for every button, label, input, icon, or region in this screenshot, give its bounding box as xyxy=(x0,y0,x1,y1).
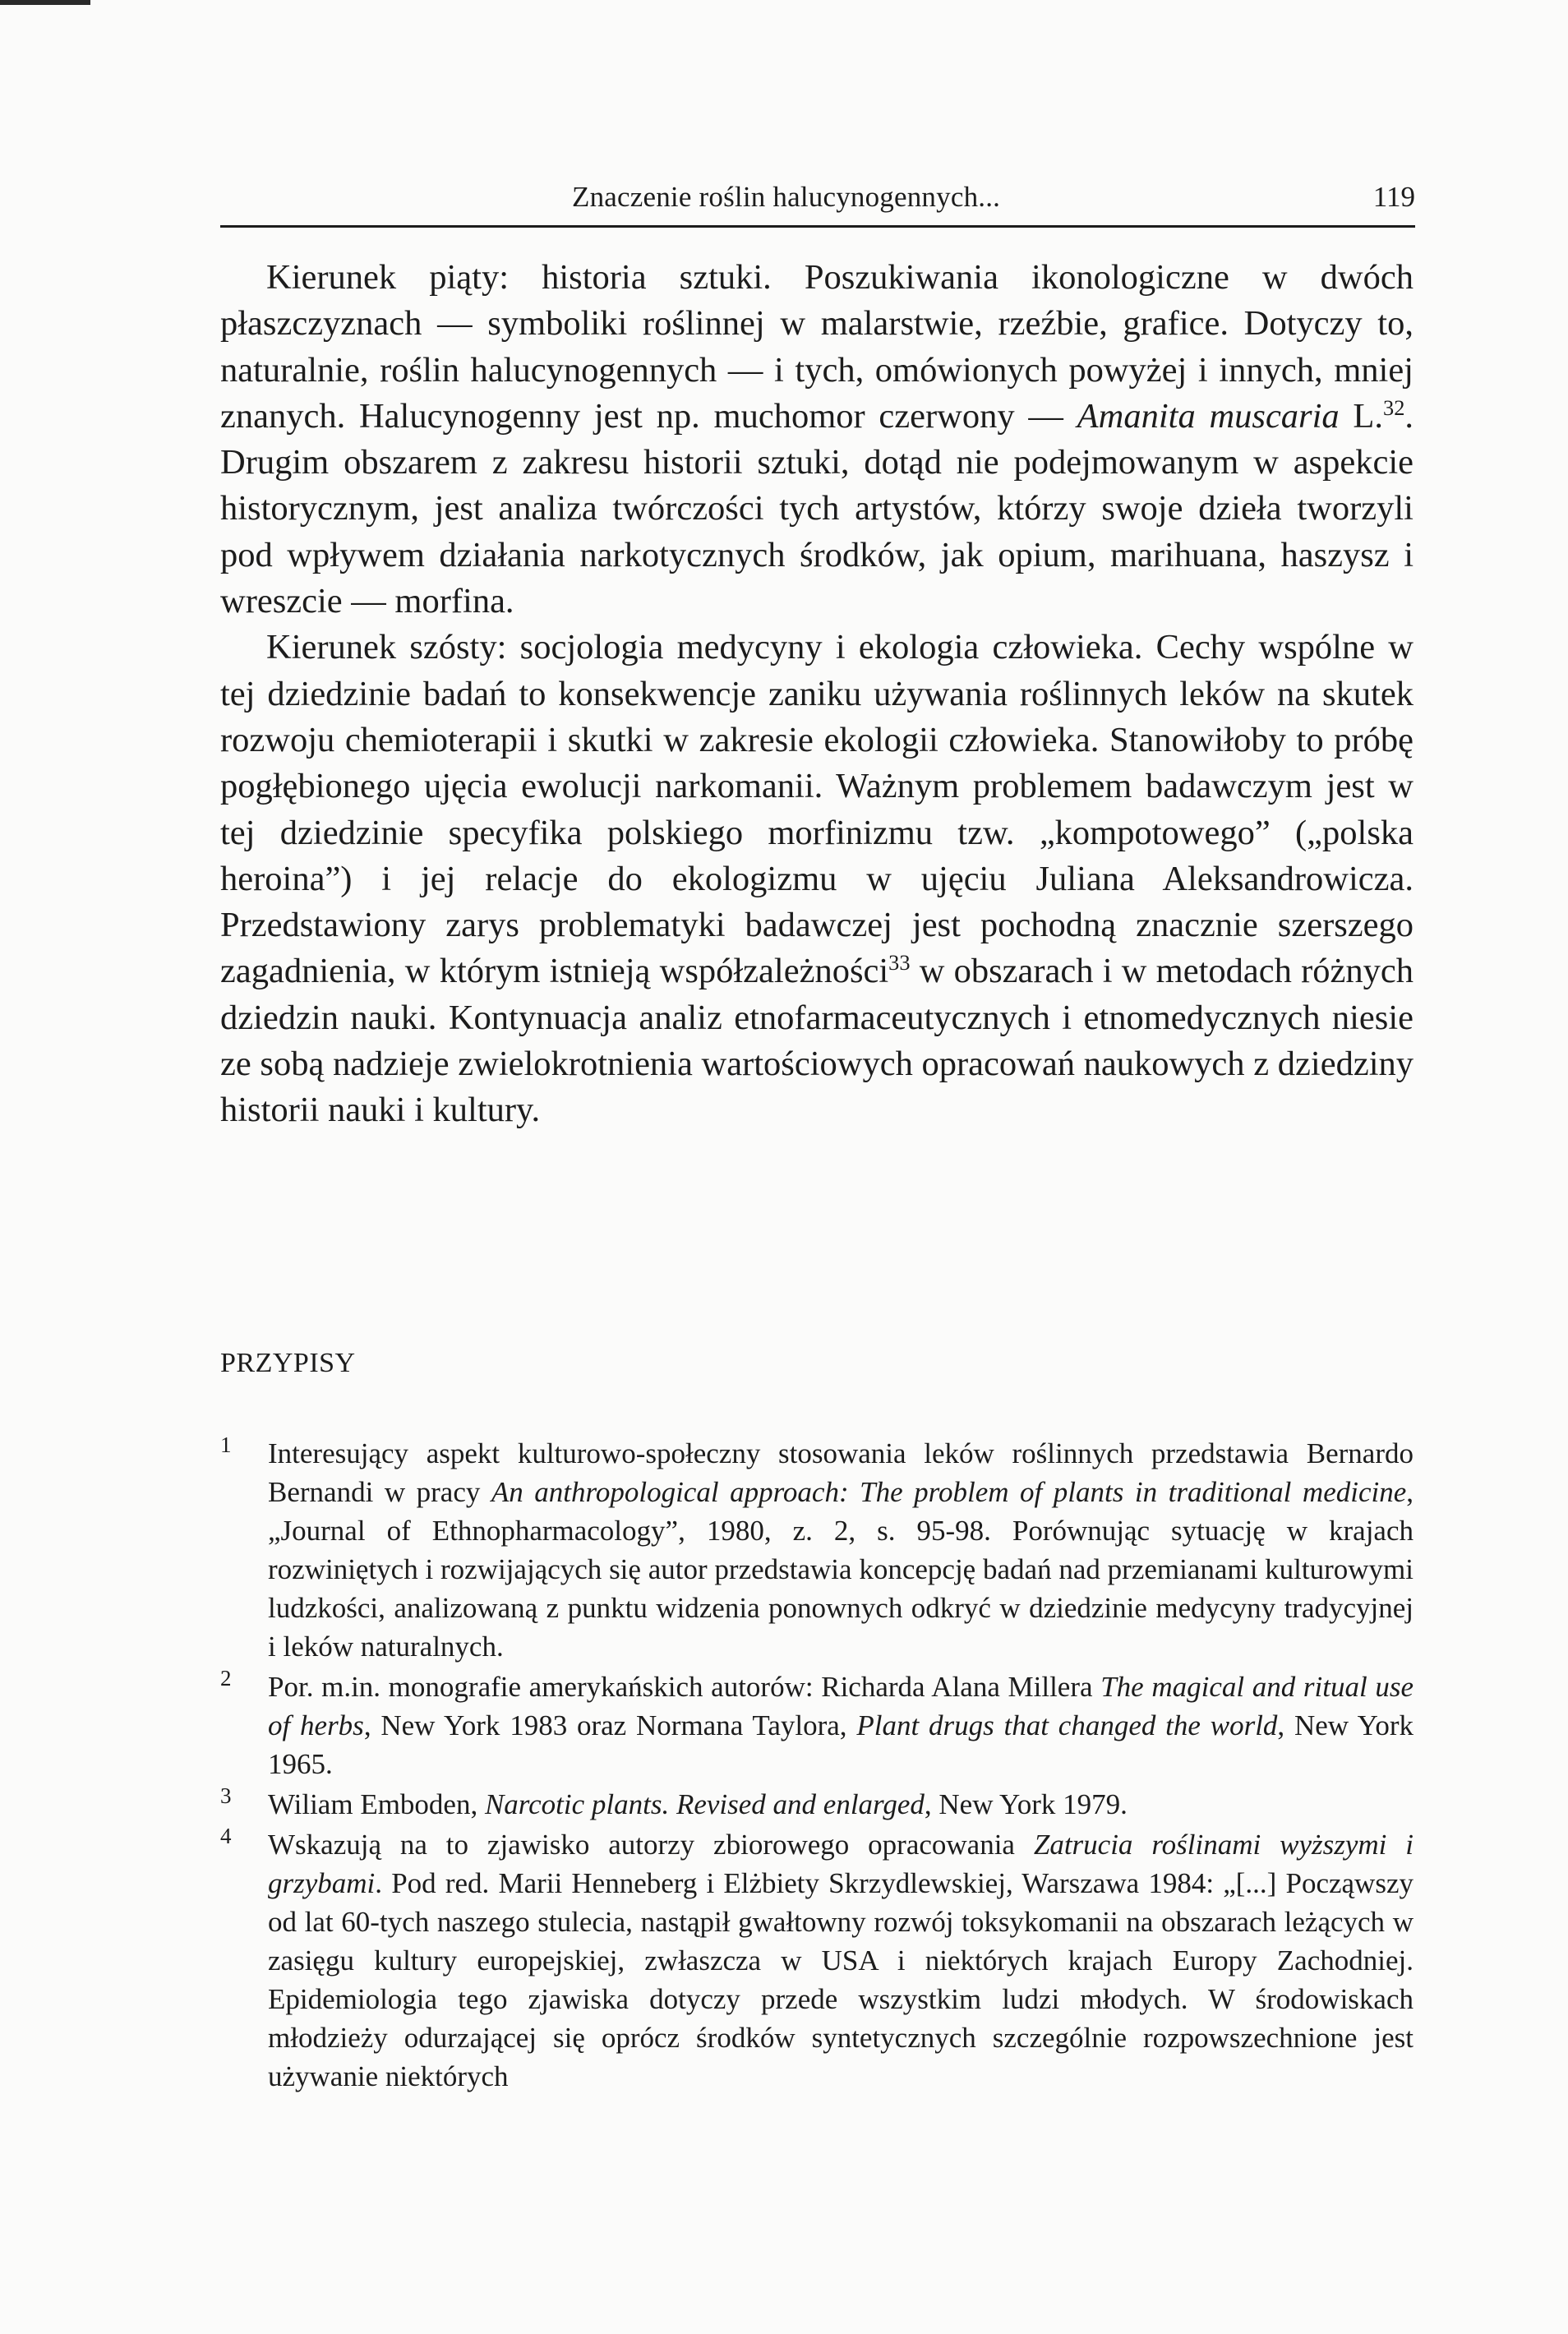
footnote-text: Por. m.in. monografie amerykańskich autorów: Richarda Alana Millera xyxy=(268,1671,1101,1703)
footnote-text: , „Journal of Ethnopharmacology”, 1980, z. 2, s. 95-98. Porównując sytuację w krajach rozwiniętych i rozwijających się autor przedstawia koncepcję badań nad przemianami kulturowymi ludzkości, analizowaną z punktu widzenia ponownych odkryć w dziedzinie medycyny tradycyjnej i leków naturalnych. xyxy=(268,1476,1414,1663)
text-run: . Drugim obszarem z zakresu historii sztuki, dotąd nie podejmowanym w aspekcie historycznym, jest analiza twórczości tych artystów, którzy swoje dzieła tworzyli pod wpływem działania narkotycznych środków, jak opium, marihuana, haszysz i wreszcie — morfina. xyxy=(220,396,1414,621)
paragraph-sociology xyxy=(220,625,1414,1133)
footnote-2 xyxy=(220,1667,1414,1783)
footnote-number: 2 xyxy=(220,1666,232,1691)
footnotes-list xyxy=(220,1434,1414,2097)
footnote-italic-title: An anthropological approach: The problem of plants in traditional medicine xyxy=(491,1476,1407,1508)
footnote-reference: 32 xyxy=(1383,395,1405,420)
page-header xyxy=(220,174,1415,228)
footnote-reference: 33 xyxy=(888,951,911,976)
paragraph-art-history xyxy=(220,255,1414,625)
footnote-3 xyxy=(220,1785,1414,1824)
text-run: Kierunek piąty: historia sztuki. Poszukiwania ikonologiczne w dwóch płaszczyznach — symboliki roślinnej w malarstwie, rzeźbie, grafice. Dotyczy to, naturalnie, roślin halucynogennych — i tych, omówionych powyżej i innych, mniej znanych. Halucynogenny jest np. muchomor czerwony — xyxy=(220,258,1414,436)
text-run: w obszarach i w metodach różnych dziedzin nauki. Kontynuacja analiz etnofarmaceutycznych i etnomedycznych niesie ze sobą nadzieje zwielokrotnienia wartościowych opracowań naukowych z dziedziny historii nauki i kultury. xyxy=(220,952,1414,1130)
footnote-italic-title: Zatrucia roślinami wyższymi i grzybami xyxy=(268,1829,1414,1899)
footnote-number: 3 xyxy=(220,1783,232,1808)
footnote-text: , New York 1965. xyxy=(268,1709,1414,1780)
footnote-4 xyxy=(220,1825,1414,2096)
footnotes-heading: PRZYPISY xyxy=(220,1348,356,1378)
running-title: Znaczenie roślin halucynogennych... xyxy=(572,181,1001,213)
footnote-text: Wskazują na to zjawisko autorzy zbiorowego opracowania xyxy=(268,1829,1034,1861)
footnote-italic-title: The magical and ritual use of herbs xyxy=(268,1671,1414,1741)
footnote-number: 4 xyxy=(220,1824,232,1848)
text-run: L. xyxy=(1339,396,1384,436)
footnote-italic-title: Narcotic plants. Revised and enlarged xyxy=(484,1788,925,1820)
footnote-number: 1 xyxy=(220,1432,232,1457)
footnote-italic-title: Plant drugs that changed the world xyxy=(856,1709,1278,1741)
footnote-text: Wiliam Emboden, xyxy=(268,1788,485,1820)
scan-edge-mark xyxy=(0,0,90,5)
footnote-text: Interesujący aspekt kulturowo-społeczny stosowania leków roślinnych przedstawia Bernardo Bernandi w pracy xyxy=(268,1437,1414,1508)
footnote-text: , New York 1983 oraz Normana Taylora, xyxy=(363,1709,857,1741)
text-run: Kierunek szósty: socjologia medycyny i ekologia człowieka. Cechy wspólne w tej dziedzinie badań to konsekwencje zaniku używania roślinnych leków na skutek rozwoju chemioterapii i skutki w zakresie ekologii człowieka. Stanowiłoby to próbę pogłębionego ujęcia ewolucji narkomanii. Ważnym problemem badawczym jest w tej dziedzinie specyfika polskiego morfinizmu tzw. „kompotowego” („polska heroina”) i jej relacje do ekologizmu w ujęciu Juliana Aleksandrowicza. Przedstawiony zarys problematyki badawczej jest pochodną znacznie szerszego zagadnienia, w którym istnieją współzależności xyxy=(220,628,1414,991)
footnote-1 xyxy=(220,1434,1414,1666)
page-number: 119 xyxy=(1372,181,1415,213)
main-text xyxy=(220,255,1414,1134)
italic-species-name: Amanita muscaria xyxy=(1077,396,1340,436)
footnote-text: . Pod red. Marii Henneberg i Elżbiety Skrzydlewskiej, Warszawa 1984: „[...] Począwszy od lat 60-tych naszego stulecia, nastąpił gwałtowny rozwój toksykomanii na obszarach leżących w zasięgu kultury europejskiej, zwłaszcza w USA i niektórych krajach Europy Zachodniej. Epidemiologia tego zjawiska dotyczy przede wszystkim ludzi młodych. W środowiskach młodzieży odurzającej się oprócz środków syntetycznych szczególnie rozpowszechnione jest używanie niektórych xyxy=(268,1867,1414,2092)
footnote-text: , New York 1979. xyxy=(924,1788,1128,1820)
